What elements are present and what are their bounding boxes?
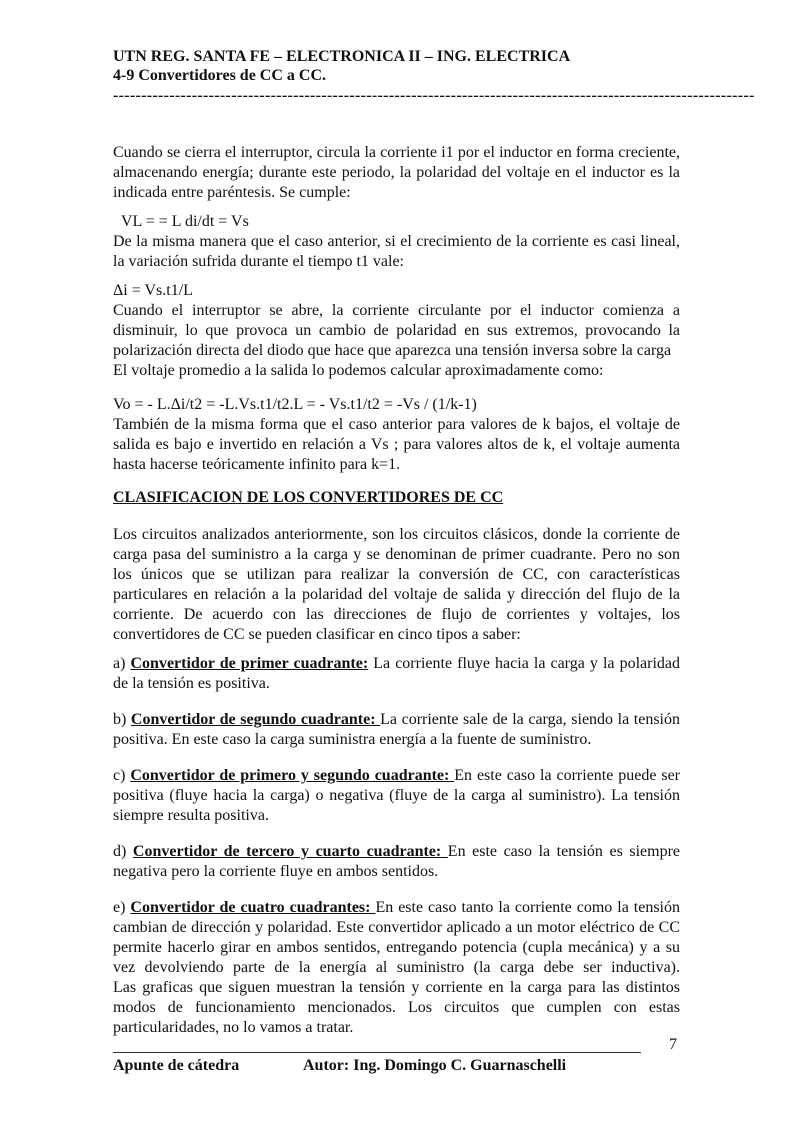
text-line: El voltaje promedio a la salida lo podemos calcular aproximadamente como: (113, 362, 604, 379)
item-prefix: e) (113, 899, 131, 916)
text-line: vez devolviendo parte de la energía al suministro (la carga debe ser inductiva). (113, 959, 680, 976)
text-line (113, 710, 680, 730)
text-line: negativa pero la corriente fluye en ambos sentidos. (113, 863, 439, 880)
footer-divider (113, 1052, 641, 1053)
item-label: Convertidor de primer cuadrante: (130, 655, 369, 672)
text-line: los únicos que se utilizan para realizar la conversión de CC, con características (113, 566, 680, 583)
item-text: En este caso la tensión es siempre (447, 843, 681, 860)
text-line: siempre resulta positiva. (113, 807, 269, 824)
text-line: De la misma manera que el caso anterior, si el crecimiento de la corriente es casi lineal, (113, 233, 680, 250)
text-line (113, 842, 680, 862)
text-line: permite hacerlo girar en ambos sentidos, entregando potencia (cupla mecánica) y a su (113, 939, 680, 956)
converter-type-item (113, 766, 680, 826)
text-line: hasta hacerse teóricamente infinito para k=1. (113, 456, 401, 473)
text-line: Cuando se cierra el interruptor, circula la corriente i1 por el inductor en forma creciente, (113, 144, 680, 161)
paragraph-4 (113, 415, 680, 475)
converter-type-item (113, 842, 680, 882)
text-line: positiva. En este caso la carga suministra energía a la fuente de suministro. (113, 731, 592, 748)
text-line (113, 654, 680, 674)
text-line: corriente. De acuerdo con las direcciones de flujo de corrientes y voltajes, los (113, 606, 680, 623)
paragraph-2 (113, 232, 680, 272)
text-line: Los circuitos analizados anteriormente, son los circuitos clásicos, donde la corriente de (113, 526, 680, 543)
item-text: En este caso tanto la corriente como la tensión (375, 899, 680, 916)
text-line: convertidores de CC se pueden clasificar en cinco tipos a saber: (113, 626, 521, 643)
text-line: Las graficas que siguen muestran la tensión y corriente en la carga para las distintos (113, 979, 680, 996)
item-text: La corriente sale de la carga, siendo la tensión (380, 711, 680, 728)
text-line (113, 766, 680, 786)
converter-type-item (113, 898, 680, 978)
item-label: Convertidor de cuatro cuadrantes: (130, 899, 376, 916)
converter-type-item (113, 654, 680, 694)
equation-delta-i: Δi = Vs.t1/L (113, 282, 193, 299)
item-prefix: c) (113, 767, 131, 784)
item-label: Convertidor de primero y segundo cuadrante: (130, 767, 455, 784)
section-title: 4-9 Convertidores de CC a CC. (113, 67, 327, 84)
text-line: almacenando energía; durante este periodo, la polaridad del voltaje en el inductor es la (113, 164, 680, 181)
converter-type-item (113, 710, 680, 750)
item-prefix: a) (113, 655, 131, 672)
paragraph-6 (113, 978, 680, 1038)
item-text: En este caso la corriente puede ser (454, 767, 681, 784)
text-line: de la tensión es positiva. (113, 675, 270, 692)
text-line: positiva (fluye hacia la carga) o negativa (fluye de la carga al suministro). La tensión (113, 787, 680, 804)
paragraph-5 (113, 525, 680, 645)
equation-vl: VL = = L di/dt = Vs (121, 213, 249, 230)
paragraph-1 (113, 143, 680, 203)
paragraph-3 (113, 301, 680, 381)
text-line: También de la misma forma que el caso anterior para valores de k bajos, el voltaje de (113, 416, 680, 433)
text-line: salida es bajo e invertido en relación a Vs ; para valores altos de k, el voltaje aumenta (113, 436, 680, 453)
text-line: modos de funcionamiento mencionados. Los circuitos que cumplen con estas (113, 999, 680, 1016)
text-line: Cuando el interruptor se abre, la corriente circulante por el inductor comienza a (113, 302, 680, 319)
item-label: Convertidor de tercero y cuarto cuadrante: (132, 843, 448, 860)
text-line: polarización directa del diodo que hace que aparezca una tensión inversa sobre la carga (113, 342, 672, 359)
item-prefix: d) (113, 843, 133, 860)
footer-left: Apunte de cátedra (113, 1057, 240, 1074)
equation-vo: Vo = - L.Δi/t2 = -L.Vs.t1/t2.L = - Vs.t1/t2 = -Vs / (1/k-1) (113, 396, 477, 413)
item-label: Convertidor de segundo cuadrante: (130, 711, 381, 728)
text-line (113, 898, 680, 918)
item-text: La corriente fluye hacia la carga y la polaridad (368, 655, 680, 672)
text-line: carga pasa del suministro a la carga y se denominan de primer cuadrante. Pero no son (113, 546, 680, 563)
text-line: particulares en relación a la polaridad del voltaje de salida y dirección del flujo de la (113, 586, 680, 603)
classification-heading: CLASIFICACION DE LOS CONVERTIDORES DE CC (113, 489, 504, 506)
text-line: particularidades, no lo vamos a tratar. (113, 1019, 354, 1036)
page-number: 7 (669, 1036, 677, 1053)
item-prefix: b) (113, 711, 131, 728)
header-title: UTN REG. SANTA FE – ELECTRONICA II – ING. ELECTRICA (113, 48, 571, 65)
footer-author: Autor: Ing. Domingo C. Guarnaschelli (303, 1057, 567, 1074)
text-line: indicada entre paréntesis. Se cumple: (113, 184, 351, 201)
header-divider: ------------------------------------------------------------------------------------------------------------------ (113, 87, 755, 104)
text-line: la variación sufrida durante el tiempo t1 vale: (113, 253, 404, 270)
text-line: disminuir, lo que provoca un cambio de polaridad en sus extremos, provocando la (113, 322, 680, 339)
text-line: cambian de dirección y polaridad. Este convertidor aplicado a un motor eléctrico de CC (113, 919, 680, 936)
